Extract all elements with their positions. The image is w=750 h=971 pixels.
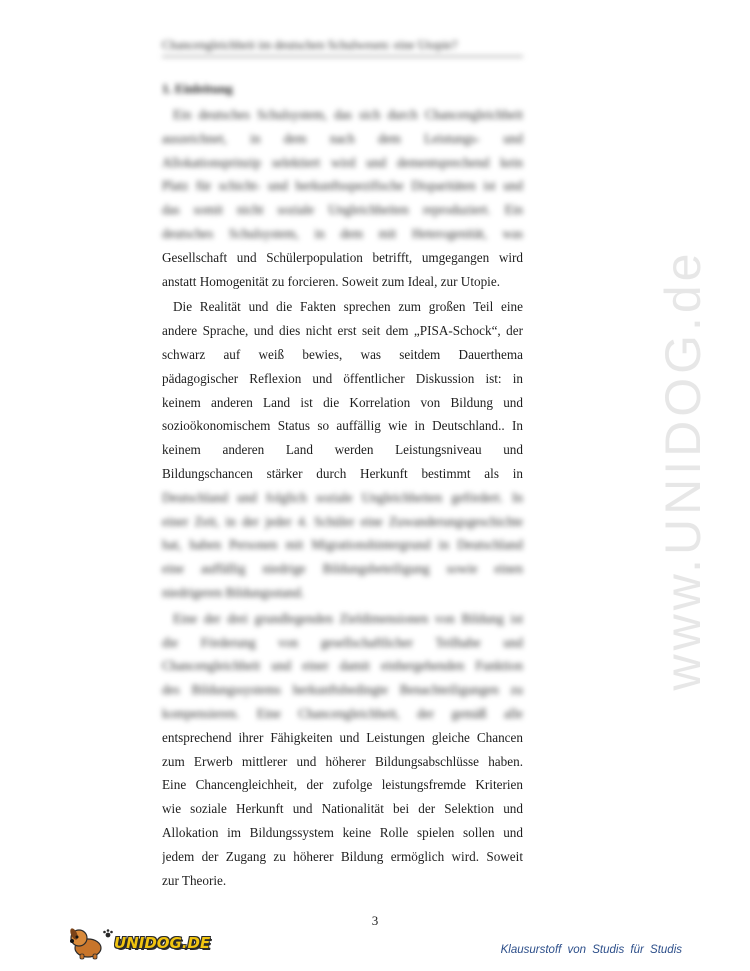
text-line: niedrigeren Bildungsstand. [162, 584, 305, 600]
paragraph [162, 295, 523, 604]
text-line: Deutschland und folglich soziale Ungleichheiten gefördert. In [162, 489, 523, 505]
text-line: pädagogischer Reflexion und öffentlicher Diskussion ist: in [162, 370, 523, 386]
text-line: zur Theorie. [162, 872, 227, 888]
paragraph [162, 607, 523, 893]
text-line: Eine Chancengleichheit, der zufolge leistungsfremde Kriterien [162, 777, 523, 793]
text-line: hat, haben Personen mit Migrationshintergrund in Deutschland [162, 537, 523, 553]
section-title: 1. Einleitung [162, 81, 233, 96]
text-line: das somit nicht soziale Ungleichheiten reproduziert. Ein [162, 202, 523, 218]
text-line: Allokation im Bildungssystem keine Rolle spielen sollen und [162, 824, 523, 840]
text-line: jedem der Zugang zu höherer Bildung ermöglich wird. Soweit [162, 848, 523, 864]
running-head: Chancengleichheit im deutschen Schulwesen: eine Utopie? [162, 38, 523, 57]
text-line: andere Sprache, und dies nicht erst seit dem „PISA-Schock“, der [162, 323, 523, 339]
text-line: Eine der drei grundlegenden Zieldimensionen von Bildung ist [173, 610, 523, 626]
text-line: wie soziale Herkunft und Nationalität bei der Selektion und [162, 801, 523, 817]
text-line: Allokationsprinzip selektiert wird und dementsprechend kein [162, 154, 523, 170]
logo-text: UNIDOG.DE [114, 934, 211, 952]
text-line: die Förderung von gesellschaftlicher Teilhabe und [162, 634, 523, 650]
footer-tagline: Klausurstoff von Studis für Studis [500, 944, 682, 956]
text-line: einer Zeit, in der jeder 4. Schüler eine Zuwanderungsgeschichte [162, 513, 523, 529]
text-line: zum Erwerb mittlerer und höherer Bildungsabschlüsse haben. [162, 753, 523, 769]
text-line: eine auffällig niedrige Bildungsbeteiligung sowie einen [162, 561, 523, 577]
text-line: anstatt Homogenität zu forcieren. Soweit zum Ideal, zur Utopie. [162, 273, 501, 289]
dog-mascot-icon [66, 926, 116, 960]
text-line: schwarz auf weiß bewies, was seitdem Dauerthema [162, 346, 523, 362]
text-line: entsprechend ihrer Fähigkeiten und Leistungen gleiche Chancen [162, 729, 523, 745]
document-page [162, 38, 523, 894]
text-line: des Bildungssystems herkunftsbedingte Benachteiligungen zu [162, 682, 523, 698]
text-line: Gesellschaft und Schülerpopulation betrifft, umgegangen wird [162, 249, 523, 265]
text-line: deutsches Schulsystem, in dem mit Heterogenität, was [162, 225, 523, 241]
page-number: 3 [371, 913, 379, 928]
watermark: www.UNIDOG.de [655, 249, 711, 691]
text-line: auszeichnet, in dem nach dem Leistungs- und [162, 130, 523, 146]
text-line: kompensieren. Eine Chancengleichheit, der gemäß alle [162, 705, 523, 721]
text-line: keinem anderen Land ist die Korrelation von Bildung und [162, 394, 523, 410]
body-text [162, 103, 523, 892]
text-line: sozioökonomischem Status so auffällig wie in Deutschland.. In [162, 418, 523, 434]
paragraph [162, 103, 523, 293]
text-line: keinem anderen Land werden Leistungsniveau und [162, 442, 523, 458]
unidog-logo[interactable] [66, 926, 216, 960]
text-line: Die Realität und die Fakten sprechen zum großen Teil eine [173, 299, 523, 315]
text-line: Platz für schicht- und herkunftsspezifische Disparitäten ist und [162, 178, 523, 194]
text-line: Chancengleichheit und einer damit einhergehenden Funktion [162, 658, 523, 674]
text-line: Bildungschancen stärker durch Herkunft bestimmt als in [162, 465, 523, 481]
text-line: Ein deutsches Schulsystem, das sich durch Chancengleichheit [173, 107, 523, 122]
